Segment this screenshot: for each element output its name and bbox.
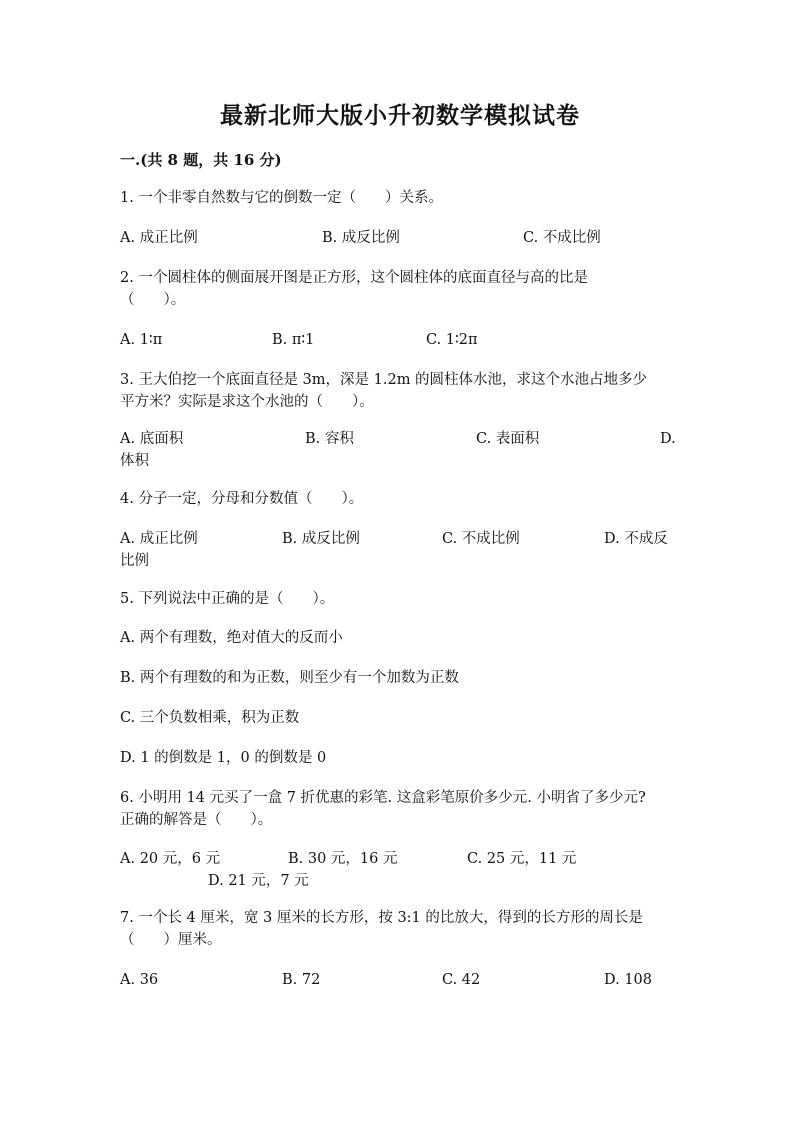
question-7-options [120,969,680,1013]
page-title: 最新北师大版小升初数学模拟试卷 [220,102,580,129]
question-7 [120,907,680,951]
question-4-options [120,528,680,572]
question-6-options [120,848,680,892]
option-a: A. 1∶π [120,332,163,348]
question-2-line-1: 2. 一个圆柱体的侧面展开图是正方形，这个圆柱体的底面直径与高的比是 [120,270,588,286]
question-7-line-1: 7. 一个长 4 厘米，宽 3 厘米的长方形，按 3:1 的比放大，得到的长方形的周长是 [120,910,643,926]
option-d: D. 1 的倒数是 1，0 的倒数是 0 [120,750,327,766]
option-b: B. 30 元，16 元 [288,851,398,867]
question-1-options [120,227,680,271]
option-d-text: 比例 [120,553,149,569]
option-c: C. 不成比例 [523,230,601,246]
option-d-text: 体积 [120,453,149,469]
option-b: B. 成反比例 [282,531,360,547]
question-3-line-2: 平方米？实际是求这个水池的（ ）。 [120,394,374,410]
option-b: B. 72 [282,972,321,988]
option-b: B. 成反比例 [322,230,400,246]
question-5: 5. 下列说法中正确的是（ ）。 [120,591,335,607]
option-a: A. 20 元，6 元 [120,851,221,867]
option-a: A. 成正比例 [120,531,198,547]
option-d-label: D. 不成反 [604,531,668,547]
question-6-line-1: 6. 小明用 14 元买了一盒 7 折优惠的彩笔. 这盒彩笔原价多少元. 小明省了多少元? [120,790,646,806]
question-6-line-2: 正确的解答是（ ）。 [120,812,273,828]
option-a: A. 36 [120,972,159,988]
section-heading: 一.(共 8 题，共 16 分) [120,151,282,169]
option-c: C. 三个负数相乘，积为正数 [120,710,300,726]
option-b: B. π∶1 [272,332,315,348]
option-b: B. 容积 [305,431,354,447]
question-1: 1. 一个非零自然数与它的倒数一定（ ）关系。 [120,190,443,206]
option-c: C. 表面积 [476,431,540,447]
option-c: C. 42 [442,972,481,988]
question-7-line-2: （ ）厘米。 [120,932,222,948]
question-2-line-2: （ ）。 [120,292,186,308]
question-3 [120,369,680,413]
option-d: D. 21 元，7 元 [208,873,309,889]
question-4: 4. 分子一定，分母和分数值（ ）。 [120,491,364,507]
option-d-label: D. [660,431,676,447]
question-3-options [120,428,680,472]
question-6 [120,787,680,831]
option-c: C. 1∶2π [426,332,478,348]
option-a: A. 两个有理数，绝对值大的反而小 [120,630,343,646]
option-c: C. 不成比例 [442,531,520,547]
question-2-options [120,329,680,373]
question-3-line-1: 3. 王大伯挖一个底面直径是 3m，深是 1.2m 的圆柱体水池，求这个水池占地多少 [120,372,648,388]
option-a: A. 底面积 [120,431,184,447]
option-b: B. 两个有理数的和为正数，则至少有一个加数为正数 [120,670,459,686]
option-c: C. 25 元，11 元 [467,851,577,867]
question-2 [120,267,680,311]
option-a: A. 成正比例 [120,230,198,246]
option-d: D. 108 [604,972,653,988]
